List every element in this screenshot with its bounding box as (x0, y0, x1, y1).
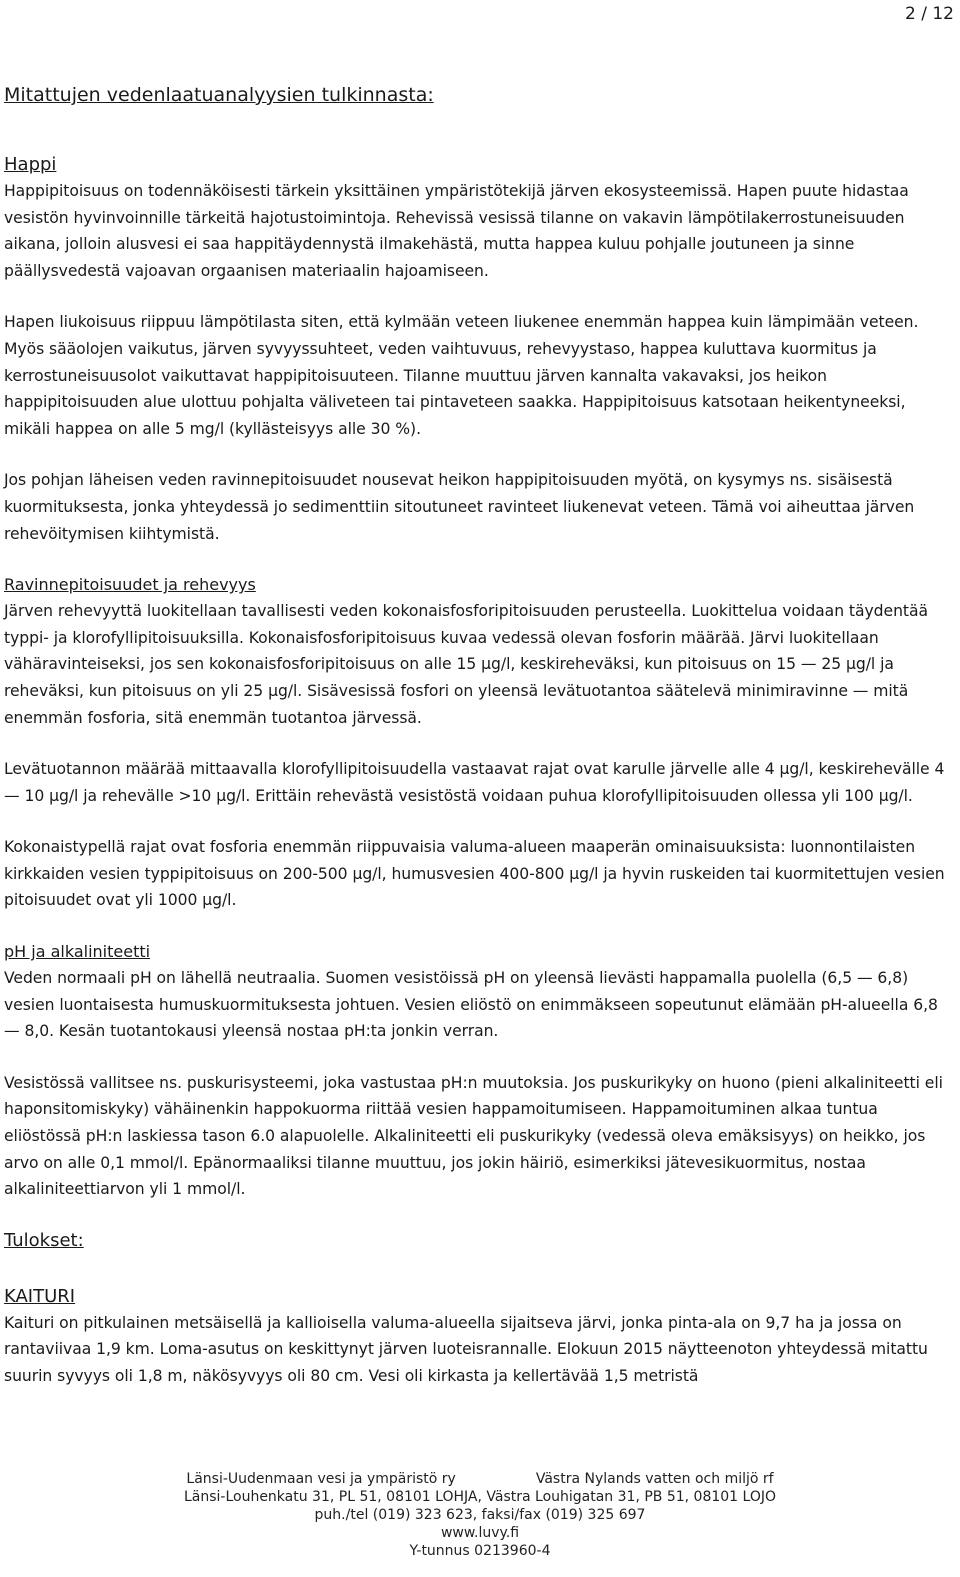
paragraph-happi-2: Hapen liukoisuus riippuu lämpötilasta siten, että kylmään veteen liukenee enemmän happea kuin lämpimään veteen. Myös sääolojen vaikutus, järven syvyyssuhteet, veden vaihtuvuus, rehevyystaso, happea kuluttava kuormitus ja kerrostuneisuusolot vaikuttavat happipitoisuuteen. Tilanne muuttuu järven kannalta vakavaksi, jos heikon happipitoisuuden alue ulottuu pohjalta väliveteen tai pintaveteen saakka. Happipitoisuus katsotaan heikentyneeksi, mikäli happea on alle 5 mg/l (kyllästeisyys alle 30 %). (4, 313, 919, 438)
paragraph-ph-2: Vesistössä vallitsee ns. puskurisysteemi, joka vastustaa pH:n muutoksia. Jos puskurikyky on huono (pieni alkaliniteetti eli haponsitomiskyky) vähäinenkin happokuorma riittää vesien happamoitumiseen. Happamoituminen alkaa tuntua eliöstössä pH:n laskiessa tason 6.0 alapuolelle. Alkaliniteetti eli puskurikyky (vedessä oleva emäksisyys) on heikko, jos arvo on alle 0,1 mmol/l. Epänormaaliksi tilanne muuttuu, jos jokin häiriö, esimerkiksi jätevesikuormitus, nostaa alkaliniteettiarvon yli 1 mmol/l. (4, 1073, 943, 1199)
paragraph-ravinne-3: Kokonaistypellä rajat ovat fosforia enemmän riippuvaisia valuma-alueen maaperän ominaisuuksista: luonnontilaisten kirkkaiden vesien typpipitoisuus on 200-500 µg/l, humusvesien 400-800 µg/l ja hyvin ruskeiden tai kuormitettujen vesien pitoisuudet ovat yli 1000 µg/l. (4, 838, 945, 910)
paragraph-ph-1: Veden normaali pH on lähellä neutraalia. Suomen vesistöissä pH on yleensä lievästi happamalla puolella (6,5 — 6,8) vesien luontaisesta humuskuormituksesta johtuen. Vesien eliöstö on enimmäkseen sopeutunut elämään pH-alueella 6,8 — 8,0. Kesän tuotantokausi yleensä nostaa pH:ta jonkin verran. (4, 969, 938, 1041)
section-title-ph: pH ja alkaliniteetti (4, 942, 151, 962)
footer-org-fi: Länsi-Uudenmaan vesi ja ympäristö ry (186, 1471, 456, 1487)
document-body (4, 82, 954, 1415)
footer-web-link[interactable]: www.luvy.fi (440, 1525, 520, 1541)
section-title-ravinne: Ravinnepitoisuudet ja rehevyys (4, 575, 256, 595)
footer-business-id: Y-tunnus 0213960-4 (409, 1543, 551, 1559)
page-number: 2 / 12 (905, 4, 954, 24)
footer-org-row (0, 1470, 960, 1488)
footer-address: Länsi-Louhenkatu 31, PL 51, 08101 LOHJA, Västra Louhigatan 31, PB 51, 08101 LOJO (183, 1489, 777, 1505)
paragraph-ravinne-2: Levätuotannon määrää mittaavalla klorofyllipitoisuudella vastaavat rajat ovat karulle järvelle alle 4 µg/l, keskirehevälle 4 — 10 µg/l ja rehevälle >10 µg/l. Erittäin rehevästä vesistöstä voidaan puhua klorofyllipitoisuuden ollessa yli 100 µg/l. (4, 760, 945, 805)
footer-org-sv: Västra Nylands vatten och miljö rf (535, 1471, 774, 1487)
paragraph-kaituri-1: Kaituri on pitkulainen metsäisellä ja kallioisella valuma-alueella sijaitseva järvi, jonka pinta-ala on 9,7 ha ja jossa on rantaviivaa 1,9 km. Loma-asutus on keskittynyt järven luoteisrannalle. Elokuun 2015 näytteenoton yhteydessä mitattu suurin syvyys oli 1,8 m, näkösyvyys oli 80 cm. Vesi oli kirkasta ja kellertävää 1,5 metristä (4, 1313, 928, 1385)
paragraph-happi-1: Happipitoisuus on todennäköisesti tärkein yksittäinen ympäristötekijä järven ekosysteemissä. Hapen puute hidastaa vesistön hyvinvoinnille tärkeitä hajotustoimintoja. Rehevissä vesissä tilanne on vakavin lämpötilakerrostuneisuuden aikana, jolloin alusvesi ei saa happitäydennystä ilmakehästä, mutta happea kuluu pohjalle joutuneen ja sinne päällysvedestä vajoavan orgaanisen materiaalin hajoamiseen. (4, 182, 909, 280)
section-title-happi: Happi (4, 154, 57, 175)
footer-phone: puh./tel (019) 323 623, faksi/fax (019) 325 697 (314, 1507, 646, 1523)
section-title-results: Tulokset: (4, 1229, 84, 1251)
page-footer (0, 1470, 960, 1560)
paragraph-happi-3: Jos pohjan läheisen veden ravinnepitoisuudet nousevat heikon happipitoisuuden myötä, on kysymys ns. sisäisestä kuormituksesta, jonka yhteydessä jo sedimenttiin sitoutuneet ravinteet liukenevat veteen. Tämä voi aiheuttaa järven rehevöitymisen kiihtymistä. (4, 471, 915, 543)
paragraph-ravinne-1: Järven rehevyyttä luokitellaan tavallisesti veden kokonaisfosforipitoisuuden perusteella. Luokittelua voidaan täydentää typpi- ja klorofyllipitoisuuksilla. Kokonaisfosforipitoisuus kuvaa vedessä olevan fosforin määrää. Järvi luokitellaan vähäravinteiseksi, jos sen kokonaisfosforipitoisuus on alle 15 µg/l, keskireheväksi, kun pitoisuus on 15 — 25 µg/l ja reheväksi, kun pitoisuus on yli 25 µg/l. Sisävesissä fosfori on yleensä levätuotantoa säätelevä minimiravinne — mitä enemmän fosforia, sitä enemmän tuotantoa järvessä. (4, 602, 928, 727)
section-title-kaituri: KAITURI (4, 1285, 76, 1307)
page-heading: Mitattujen vedenlaatuanalyysien tulkinnasta: (4, 84, 434, 106)
